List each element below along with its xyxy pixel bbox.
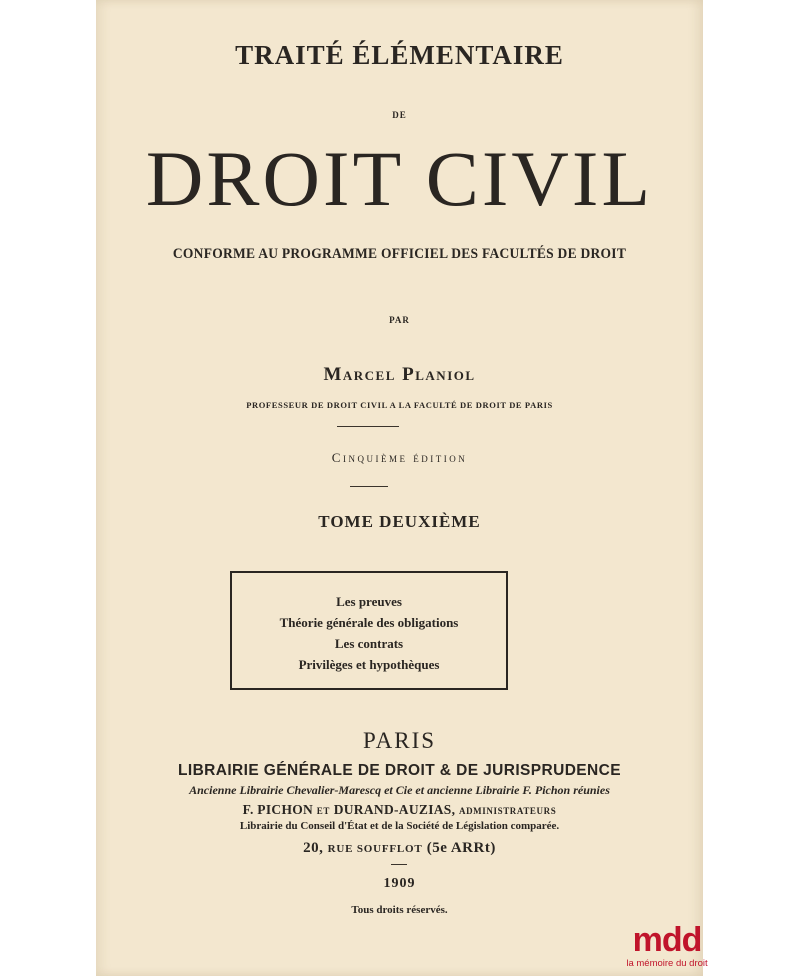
par-label: PAR <box>389 315 410 325</box>
publisher-history: Ancienne Librairie Chevalier-Marescq et Cie et ancienne Librairie F. Pichon réunies <box>189 783 610 797</box>
rights: Tous droits réservés. <box>351 904 448 916</box>
logo-tagline: la mémoire du droit <box>626 958 708 969</box>
administrators-et: ET <box>316 806 331 816</box>
address-arrondissement: (5e ARRt) <box>426 840 496 856</box>
administrator-name: DURAND-AUZIAS, <box>333 802 456 817</box>
subtitle: CONFORME AU PROGRAMME OFFICIEL DES FACULTÉS DE DROIT <box>172 246 627 262</box>
divider-rule <box>337 426 399 427</box>
contents-item: Les preuves <box>336 594 402 609</box>
contents-item: Privilèges et hypothèques <box>298 657 440 672</box>
logo-mark: mdd <box>632 921 702 959</box>
divider-rule <box>350 486 388 487</box>
author-title: PROFESSEUR DE DROIT CIVIL A LA FACULTÉ DE DROIT DE PARIS <box>246 400 553 410</box>
address-street: RUE SOUFFLOT <box>327 843 423 855</box>
tome: TOME DEUXIÈME <box>318 512 481 531</box>
title-de: DE <box>392 110 407 120</box>
main-title: DROIT CIVIL <box>145 135 654 222</box>
contents-item: Théorie générale des obligations <box>279 615 459 630</box>
city: PARIS <box>362 728 437 753</box>
author-name: Marcel Planiol <box>323 364 476 385</box>
divider-rule <box>391 864 407 865</box>
address <box>96 840 703 857</box>
administrator-name: F. PICHON <box>242 802 314 817</box>
publisher: LIBRAIRIE GÉNÉRALE DE DROIT & DE JURISPRUDENCE <box>178 762 621 779</box>
contents-box <box>230 571 508 690</box>
title-page <box>96 0 703 976</box>
edition: Cinquième édition <box>331 450 468 465</box>
title-top: TRAITÉ ÉLÉMENTAIRE <box>235 40 564 70</box>
administrators <box>96 802 703 818</box>
address-number: 20, <box>303 840 324 856</box>
administrators-label: ADMINISTRATEURS <box>458 806 557 816</box>
conseil-line: Librairie du Conseil d'État et de la Société de Législation comparée. <box>239 820 560 832</box>
contents-item: Les contrats <box>334 636 404 651</box>
year: 1909 <box>383 876 416 891</box>
mdd-logo <box>620 922 714 976</box>
